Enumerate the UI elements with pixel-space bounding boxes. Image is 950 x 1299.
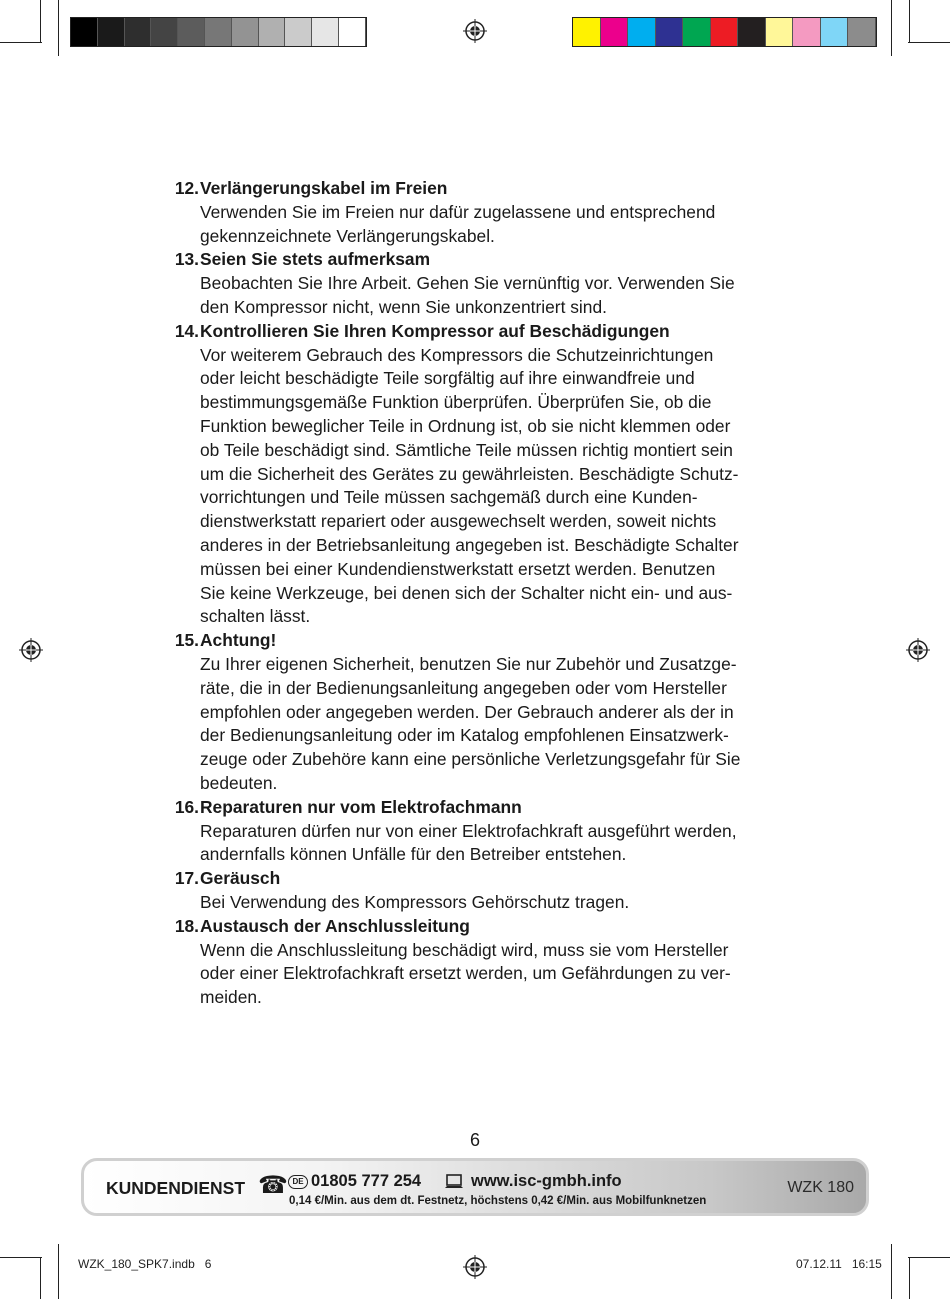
crop-mark bbox=[0, 42, 42, 43]
color-swatch bbox=[738, 18, 766, 46]
registration-mark-icon bbox=[463, 19, 487, 43]
instruction-heading bbox=[168, 867, 788, 891]
instruction-body bbox=[200, 891, 788, 915]
instruction-title: Geräusch bbox=[200, 868, 281, 889]
instruction-number: 16. bbox=[174, 796, 199, 817]
instruction-item bbox=[168, 177, 788, 248]
crop-mark bbox=[908, 1257, 950, 1258]
registration-mark-icon bbox=[906, 638, 930, 662]
grayscale-swatch bbox=[232, 18, 259, 46]
instruction-text-line: Verwenden Sie im Freien nur dafür zugelassene und entsprechend bbox=[200, 201, 716, 222]
instruction-number: 15. bbox=[174, 630, 199, 651]
instruction-text-line: dienstwerkstatt repariert oder ausgewechselt werden, soweit nichts bbox=[200, 511, 717, 532]
slug-datetime: 07.12.11 16:15 bbox=[796, 1257, 882, 1271]
instruction-text-line: meiden. bbox=[200, 987, 262, 1008]
instruction-title: Austausch der Anschlussleitung bbox=[200, 915, 470, 936]
instruction-text-line: oder leicht beschädigte Teile sorgfältig auf ihre einwandfreie und bbox=[200, 368, 695, 389]
color-swatch bbox=[821, 18, 849, 46]
instruction-body bbox=[200, 201, 788, 249]
crop-mark bbox=[40, 1258, 41, 1299]
instruction-heading bbox=[168, 177, 788, 201]
call-rates-note: 0,14 €/Min. aus dem dt. Festnetz, höchstens 0,42 €/Min. aus Mobilfunknetzen bbox=[289, 1195, 707, 1207]
instruction-body bbox=[200, 272, 788, 320]
instruction-text-line: gekennzeichnete Verlängerungskabel. bbox=[200, 225, 495, 246]
crop-mark bbox=[909, 1258, 910, 1299]
model-code: WZK 180 bbox=[787, 1179, 854, 1196]
instruction-text-line: bedeuten. bbox=[200, 772, 278, 793]
instruction-number: 12. bbox=[174, 178, 199, 198]
instruction-text-line: räte, die in der Bedienungsanleitung angegeben oder vom Hersteller bbox=[200, 677, 727, 698]
instruction-body bbox=[200, 939, 788, 1010]
instruction-item bbox=[168, 867, 788, 915]
instruction-heading bbox=[168, 915, 788, 939]
grayscale-swatch bbox=[98, 18, 125, 46]
color-swatch bbox=[573, 18, 601, 46]
instruction-number: 13. bbox=[174, 249, 199, 270]
color-swatch bbox=[656, 18, 684, 46]
registration-mark-icon bbox=[463, 1255, 487, 1279]
grayscale-swatch bbox=[205, 18, 232, 46]
instruction-text-line: vorrichtungen und Teile müssen sachgemäß durch eine Kunden- bbox=[200, 487, 698, 508]
color-swatch bbox=[628, 18, 656, 46]
grayscale-swatch bbox=[151, 18, 178, 46]
instruction-text-line: Vor weiterem Gebrauch des Kompressors die Schutzeinrichtungen bbox=[200, 344, 714, 365]
crop-mark bbox=[58, 0, 59, 56]
instruction-text-line: bestimmungsgemäße Funktion überprüfen. Überprüfen Sie, ob die bbox=[200, 392, 712, 413]
instruction-title: Kontrollieren Sie Ihren Kompressor auf Beschädigungen bbox=[200, 320, 670, 341]
instruction-heading bbox=[168, 320, 788, 344]
crop-mark bbox=[0, 1257, 42, 1258]
page-number: 6 bbox=[469, 1130, 480, 1150]
grayscale-swatch bbox=[339, 18, 366, 46]
instruction-text-line: schalten lässt. bbox=[200, 606, 311, 627]
instruction-item bbox=[168, 248, 788, 319]
instruction-item bbox=[168, 629, 788, 796]
instruction-text-line: Beobachten Sie Ihre Arbeit. Gehen Sie vernünftig vor. Verwenden Sie bbox=[200, 273, 735, 294]
slug-filename: WZK_180_SPK7.indb 6 bbox=[78, 1257, 212, 1271]
instruction-item bbox=[168, 320, 788, 629]
instruction-number: 18. bbox=[174, 915, 199, 936]
grayscale-swatch bbox=[125, 18, 152, 46]
instruction-body bbox=[200, 344, 788, 630]
color-swatch bbox=[793, 18, 821, 46]
instruction-text-line: um die Sicherheit des Gerätes zu gewährleisten. Beschädigte Schutz- bbox=[200, 463, 739, 484]
grayscale-swatch bbox=[259, 18, 286, 46]
grayscale-swatch bbox=[71, 18, 98, 46]
instruction-title: Verlängerungskabel im Freien bbox=[200, 178, 448, 198]
crop-mark bbox=[58, 1244, 59, 1299]
instruction-text-line: Zu Ihrer eigenen Sicherheit, benutzen Sie nur Zubehör und Zusatzge- bbox=[200, 653, 737, 674]
crop-mark bbox=[891, 1244, 892, 1299]
laptop-icon bbox=[444, 1173, 464, 1191]
instruction-body bbox=[200, 820, 788, 868]
instruction-text-line: ob Teile beschädigt sind. Sämtliche Teile müssen richtig montiert sein bbox=[200, 439, 733, 460]
safety-instructions-list bbox=[168, 177, 788, 1010]
instruction-heading bbox=[168, 248, 788, 272]
instruction-title: Achtung! bbox=[200, 630, 277, 651]
registration-mark-icon bbox=[19, 638, 43, 662]
customer-service-label: KUNDENDIENST bbox=[106, 1178, 246, 1198]
grayscale-swatch bbox=[285, 18, 312, 46]
website-link[interactable]: www.isc-gmbh.info bbox=[471, 1172, 622, 1190]
process-color-bar bbox=[572, 17, 877, 47]
instruction-text-line: müssen bei einer Kundendienstwerkstatt ersetzt werden. Benutzen bbox=[200, 558, 716, 579]
crop-mark bbox=[909, 0, 910, 42]
customer-service-bar bbox=[81, 1158, 869, 1216]
grayscale-swatch bbox=[312, 18, 339, 46]
instruction-text-line: der Bedienungsanleitung oder im Katalog empfohlenen Einsatzwerk- bbox=[200, 725, 729, 746]
instruction-text-line: den Kompressor nicht, wenn Sie unkonzentriert sind. bbox=[200, 296, 607, 317]
instruction-text-line: anderes in der Betriebsanleitung angegeben ist. Beschädigte Schalter bbox=[200, 534, 739, 555]
hotline-number[interactable]: 01805 777 254 bbox=[311, 1172, 422, 1190]
color-swatch bbox=[711, 18, 739, 46]
instruction-text-line: Reparaturen dürfen nur von einer Elektrofachkraft ausgeführt werden, bbox=[200, 820, 737, 841]
instruction-text-line: oder einer Elektrofachkraft ersetzt werden, um Gefährdungen zu ver- bbox=[200, 963, 731, 984]
instruction-text-line: zeuge oder Zubehöre kann eine persönliche Verletzungsgefahr für Sie bbox=[200, 749, 741, 770]
instruction-text-line: andernfalls können Unfälle für den Betreiber entstehen. bbox=[200, 844, 627, 865]
instruction-heading bbox=[168, 796, 788, 820]
instruction-title: Reparaturen nur vom Elektrofachmann bbox=[200, 796, 522, 817]
instruction-title: Seien Sie stets aufmerksam bbox=[200, 249, 431, 270]
instruction-text-line: Sie keine Werkzeuge, bei denen sich der Schalter nicht ein- und aus- bbox=[200, 582, 733, 603]
color-swatch bbox=[601, 18, 629, 46]
color-swatch bbox=[766, 18, 794, 46]
instruction-text-line: empfohlen oder angegeben werden. Der Gebrauch anderer als der in bbox=[200, 701, 734, 722]
grayscale-color-bar bbox=[70, 17, 367, 47]
instruction-text-line: Bei Verwendung des Kompressors Gehörschutz tragen. bbox=[200, 891, 630, 912]
color-swatch bbox=[848, 18, 876, 46]
instruction-number: 14. bbox=[174, 320, 199, 341]
telephone-icon: ☎ bbox=[258, 1172, 288, 1199]
crop-mark bbox=[908, 42, 950, 43]
instruction-heading bbox=[168, 629, 788, 653]
instruction-item bbox=[168, 796, 788, 867]
instruction-item bbox=[168, 915, 788, 1010]
crop-mark bbox=[891, 0, 892, 56]
instruction-text-line: Funktion beweglicher Teile in Ordnung ist, ob sie nicht klemmen oder bbox=[200, 415, 731, 436]
country-badge: DE bbox=[288, 1175, 308, 1189]
color-swatch bbox=[683, 18, 711, 46]
crop-mark bbox=[40, 0, 41, 42]
instruction-body bbox=[200, 653, 788, 796]
instruction-number: 17. bbox=[174, 868, 199, 889]
grayscale-swatch bbox=[178, 18, 205, 46]
instruction-text-line: Wenn die Anschlussleitung beschädigt wird, muss sie vom Hersteller bbox=[200, 939, 729, 960]
